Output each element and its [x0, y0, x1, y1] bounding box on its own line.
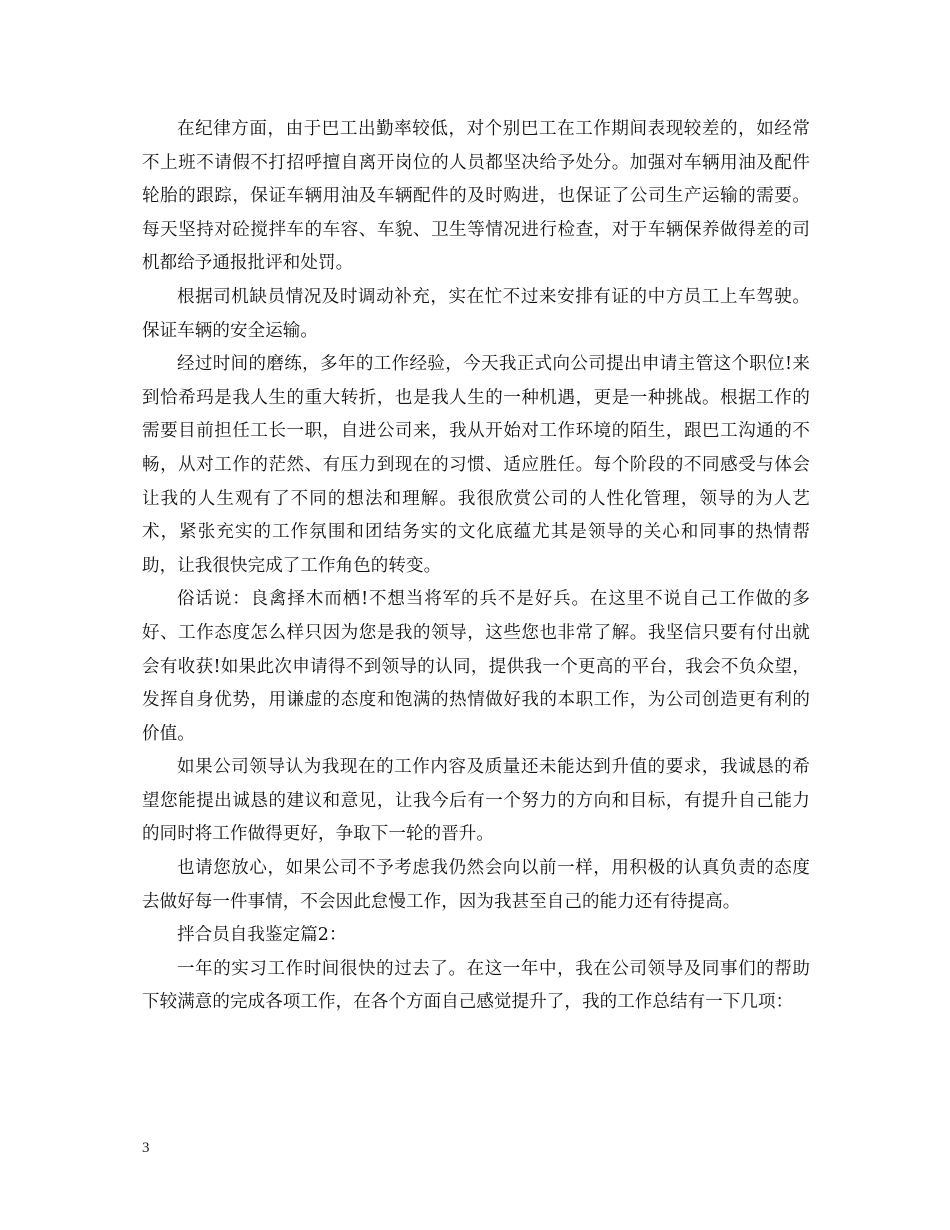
- paragraph-discipline: 在纪律方面，由于巴工出勤率较低，对个别巴工在工作期间表现较差的，如经常不上班不请假不打招呼擅自离开岗位的人员都坚决给予处分。加强对车辆用油及配件轮胎的跟踪，保证车辆用油及车辆配件的及时购进，也保证了公司生产运输的需要。每天坚持对砼搅拌车的车容、车貌、卫生等情况进行检查，对于车辆保养做得差的司机都给予通报批评和处罚。: [142, 119, 810, 274]
- paragraph-assurance: 也请您放心，如果公司不予考虑我仍然会向以前一样，用积极的认真负责的态度去做好每一件事情，不会因此怠慢工作，因为我甚至自己的能力还有待提高。: [142, 858, 810, 912]
- section-heading: 拌合员自我鉴定篇2：: [177, 925, 347, 946]
- document-body: [142, 113, 810, 1020]
- paragraph-internship: 一年的实习工作时间很快的过去了。在这一年中，我在公司领导及同事们的帮助下较满意的完成各项工作，在各个方面自己感觉提升了，我的工作总结有一下几项：: [142, 958, 810, 1013]
- paragraph-suggestion: 如果公司领导认为我现在的工作内容及质量还未能达到升值的要求，我诚恳的希望您能提出诚恳的建议和意见，让我今后有一个努力的方向和目标，有提升自己能力的同时将工作做得更好，争取下一轮的晋升。: [142, 757, 810, 845]
- paragraph-application: 经过时间的磨练，多年的工作经验，今天我正式向公司提出申请主管这个职位!来到恰希玛是我人生的重大转折，也是我人生的一种机遇，更是一种挑战。根据工作的需要目前担任工长一职，自进公司来，我从开始对工作环境的陌生，跟巴工沟通的不畅，从对工作的茫然、有压力到现在的习惯、适应胜任。每个阶段的不同感受与体会让我的人生观有了不同的想法和理解。我很欣赏公司的人性化管理，领导的为人艺术，紧张充实的工作氛围和团结务实的文化底蕴尤其是领导的关心和同事的热情帮助，让我很快完成了工作角色的转变。: [142, 354, 810, 576]
- page-number: 3: [142, 1140, 150, 1156]
- paragraph-proverb: 俗话说：良禽择木而栖!不想当将军的兵不是好兵。在这里不说自己工作做的多好、工作态度怎么样只因为您是我的领导，这些您也非常了解。我坚信只要有付出就会有收获!如果此次申请得不到领导的认同，提供我一个更高的平台，我会不负众望，发挥自身优势，用谦虚的态度和饱满的热情做好我的本职工作，为公司创造更有利的价值。: [142, 589, 810, 744]
- paragraph-driver-staffing: 根据司机缺员情况及时调动补充，实在忙不过来安排有证的中方员工上车驾驶。保证车辆的安全运输。: [142, 286, 810, 341]
